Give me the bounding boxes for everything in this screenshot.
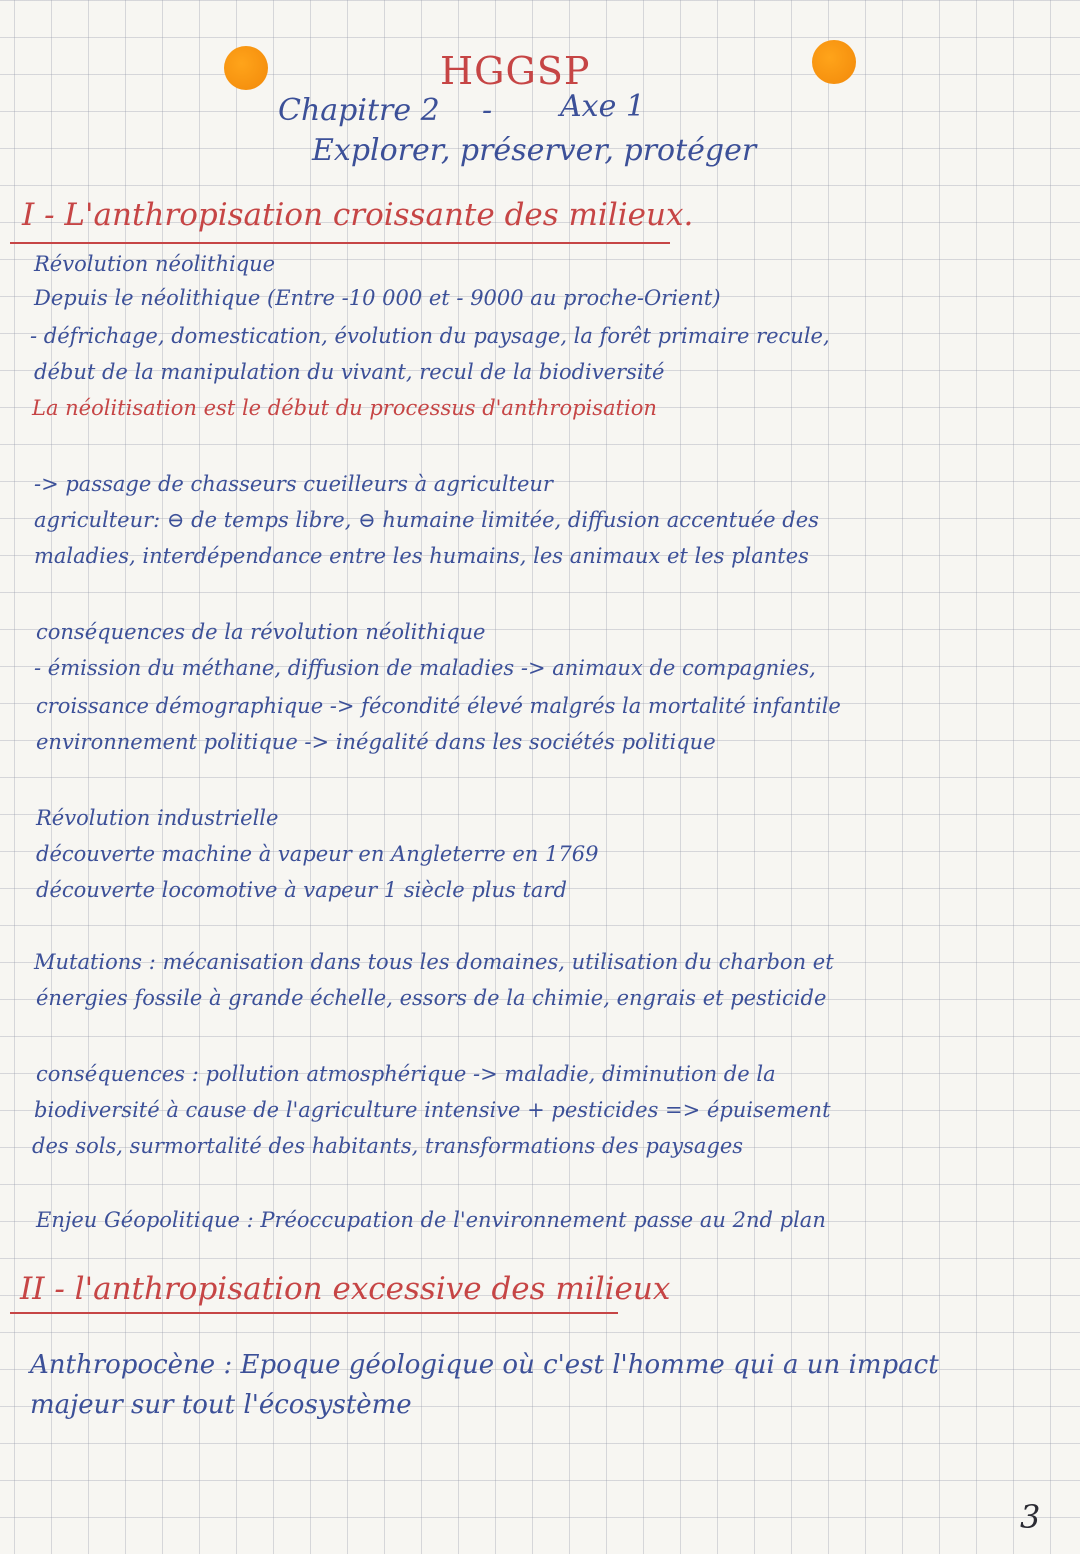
transition-line-2: agriculteur: ⊖ de temps libre, ⊖ humaine limitée, diffusion accentuée des	[34, 508, 819, 532]
industrial-line-1: découverte machine à vapeur en Angleterre en 1769	[36, 842, 599, 866]
anthropocene-line-1: Anthropocène : Epoque géologique où c'est l'homme qui a un impact	[30, 1350, 939, 1380]
industrial-heading: Révolution industrielle	[36, 806, 279, 830]
chapter-label: Chapitre 2	[278, 93, 440, 128]
transition-line-3: maladies, interdépendance entre les humains, les animaux et les plantes	[34, 544, 809, 568]
section-2-title: II - l'anthropisation excessive des milieux	[20, 1271, 671, 1307]
industrial-line-2: découverte locomotive à vapeur 1 siècle plus tard	[36, 878, 567, 902]
axis-label: Axe 1	[560, 89, 645, 124]
section-1-title: I - L'anthropisation croissante des milieux.	[22, 197, 694, 233]
binder-hole-left	[224, 46, 268, 90]
transition-line-1: -> passage de chasseurs cueilleurs à agriculteur	[34, 472, 553, 496]
industrial-consequences-line-2: biodiversité à cause de l'agriculture intensive + pesticides => épuisement	[34, 1098, 831, 1122]
anthropocene-line-2: majeur sur tout l'écosystème	[30, 1390, 412, 1420]
section-2-underline	[10, 1312, 618, 1314]
binder-hole-right	[812, 40, 856, 84]
geopolitics-line: Enjeu Géopolitique : Préoccupation de l'environnement passe au 2nd plan	[36, 1208, 826, 1232]
neolithic-consequences-line-1: - émission du méthane, diffusion de maladies -> animaux de compagnies,	[34, 656, 816, 680]
neolithic-line-4: La néolitisation est le début du processus d'anthropisation	[32, 396, 657, 420]
neolithic-heading: Révolution néolithique	[34, 252, 276, 276]
neolithic-consequences-heading: conséquences de la révolution néolithique	[36, 620, 486, 644]
neolithic-line-1: Depuis le néolithique (Entre -10 000 et - 9000 au proche-Orient)	[34, 286, 721, 310]
page-number: 3	[1020, 1498, 1041, 1536]
section-1-underline	[10, 242, 670, 244]
subject-title: HGGSP	[440, 49, 591, 93]
mutations-line-2: énergies fossile à grande échelle, essors de la chimie, engrais et pesticide	[36, 986, 827, 1010]
neolithic-line-3: début de la manipulation du vivant, recul de la biodiversité	[34, 360, 665, 384]
chapter-subtitle: Explorer, préserver, protéger	[312, 133, 757, 168]
neolithic-consequences-line-3: environnement politique -> inégalité dans les sociétés politique	[36, 730, 716, 754]
neolithic-consequences-line-2: croissance démographique -> fécondité élevé malgrés la mortalité infantile	[36, 694, 841, 718]
header-dash: -	[482, 93, 493, 128]
mutations-line-1: Mutations : mécanisation dans tous les domaines, utilisation du charbon et	[34, 950, 834, 974]
industrial-consequences-line-3: des sols, surmortalité des habitants, transformations des paysages	[32, 1134, 744, 1158]
industrial-consequences-line-1: conséquences : pollution atmosphérique -> maladie, diminution de la	[36, 1062, 776, 1086]
neolithic-line-2: - défrichage, domestication, évolution du paysage, la forêt primaire recule,	[30, 324, 830, 348]
